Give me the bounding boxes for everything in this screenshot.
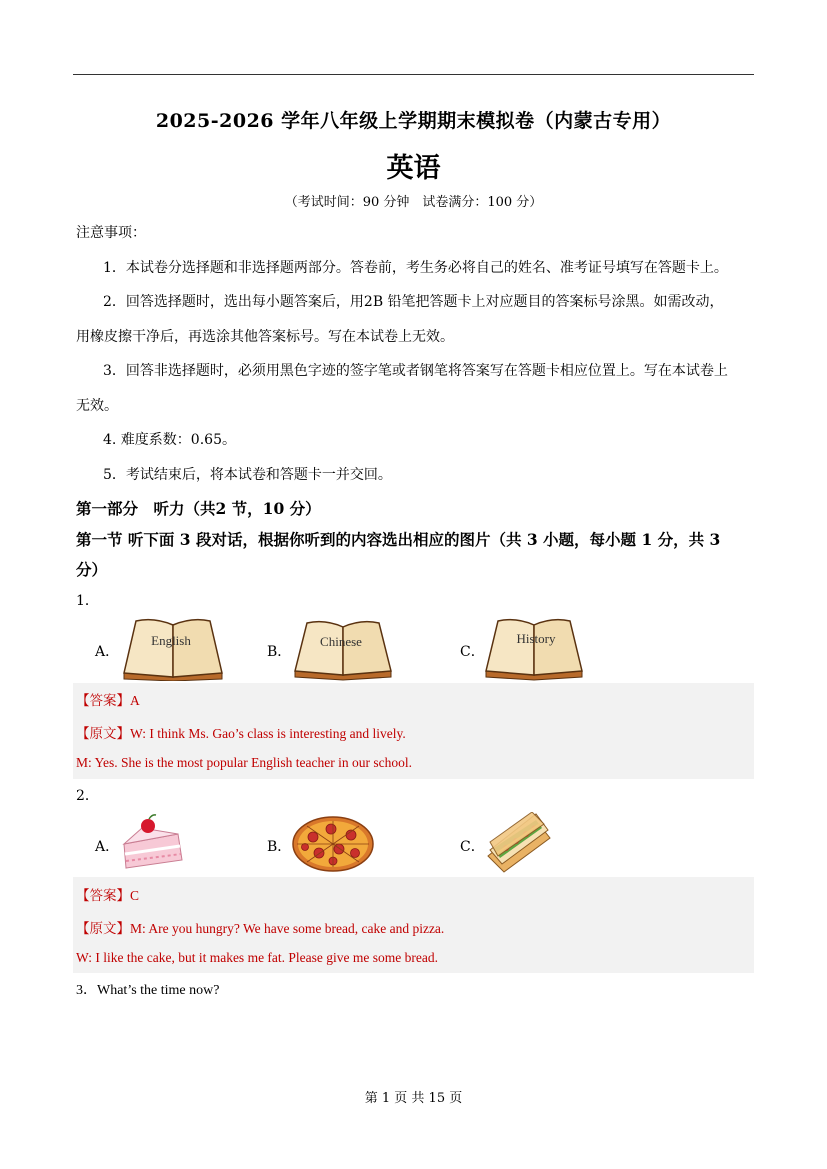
note-item-5: 5．考试结束后，将本试卷和答题卡一并交回。 xyxy=(103,467,392,483)
note-item-3-cont: 无效。 xyxy=(76,398,118,414)
q1-option-b-letter: B． xyxy=(267,644,292,660)
note-item-4: 4. 难度系数：0.65。 xyxy=(103,432,236,448)
q2-option-c-letter: C． xyxy=(460,839,485,855)
note-item-1: 1．本试卷分选择题和非选择题两部分。答卷前，考生务必将自己的姓名、准考证号填写在答题卡上。 xyxy=(103,260,728,276)
chinese-book-icon xyxy=(291,615,395,681)
question-1-answer-block xyxy=(73,683,754,779)
history-book-icon xyxy=(482,615,586,681)
note-item-3: 3．回答非选择题时，必须用黑色字迹的签字笔或者钢笔将答案写在答题卡相应位置上。写在本试卷上 xyxy=(103,363,728,379)
question-2-answer: 【答案】C xyxy=(76,888,140,903)
question-2-answer-block xyxy=(73,877,754,973)
header-rule xyxy=(73,74,754,75)
question-1-transcript-line-1: 【原文】W: I think Ms. Gao’s class is interesting and lively. xyxy=(76,726,406,741)
page-footer: 第 1 页 共 15 页 xyxy=(364,1091,463,1106)
section1-heading-cont: 分） xyxy=(76,560,108,579)
pizza-icon xyxy=(291,815,375,873)
question-1-transcript-line-2: M: Yes. She is the most popular English teacher in our school. xyxy=(76,755,412,770)
q2-option-b-letter: B． xyxy=(267,839,292,855)
question-1-number: 1． xyxy=(76,593,99,609)
subject-title: 英语 xyxy=(386,153,441,184)
part1-heading: 第一部分 听力（共2 节，10 分） xyxy=(76,499,321,518)
notes-heading: 注意事项： xyxy=(76,225,146,241)
q1-option-c-letter: C． xyxy=(460,644,485,660)
note-item-2: 2．回答选择题时，选出每小题答案后，用2B 铅笔把答题卡上对应题目的答案标号涂黑。如需改动， xyxy=(103,294,724,310)
english-book-icon xyxy=(118,615,228,681)
question-1-answer: 【答案】A xyxy=(76,693,140,708)
q2-option-a-letter: A． xyxy=(95,839,120,855)
q1-option-a-letter: A． xyxy=(95,644,120,660)
note-item-2-cont: 用橡皮擦干净后，再选涂其他答案标号。写在本试卷上无效。 xyxy=(76,329,454,345)
history-book-label: History xyxy=(516,631,556,646)
chinese-book-label: Chinese xyxy=(320,634,362,649)
cake-icon xyxy=(118,814,188,872)
section1-heading: 第一节 听下面 3 段对话，根据你听到的内容选出相应的图片（共 3 小题，每小题 1 分，共 3 xyxy=(76,530,721,549)
exam-title: 2025-2026 学年八年级上学期期末模拟卷（内蒙古专用） xyxy=(155,110,672,132)
question-3-prompt: 3．What’s the time now? xyxy=(76,983,220,998)
question-2-number: 2． xyxy=(76,788,99,804)
question-2-transcript-line-1: 【原文】M: Are you hungry? We have some bread, cake and pizza. xyxy=(76,921,445,936)
exam-info: （考试时间：90 分钟 试卷满分：100 分） xyxy=(284,195,543,210)
sandwich-icon xyxy=(484,812,554,874)
question-2-transcript-line-2: W: I like the cake, but it makes me fat. Please give me some bread. xyxy=(76,950,438,965)
english-book-label: English xyxy=(151,633,191,648)
